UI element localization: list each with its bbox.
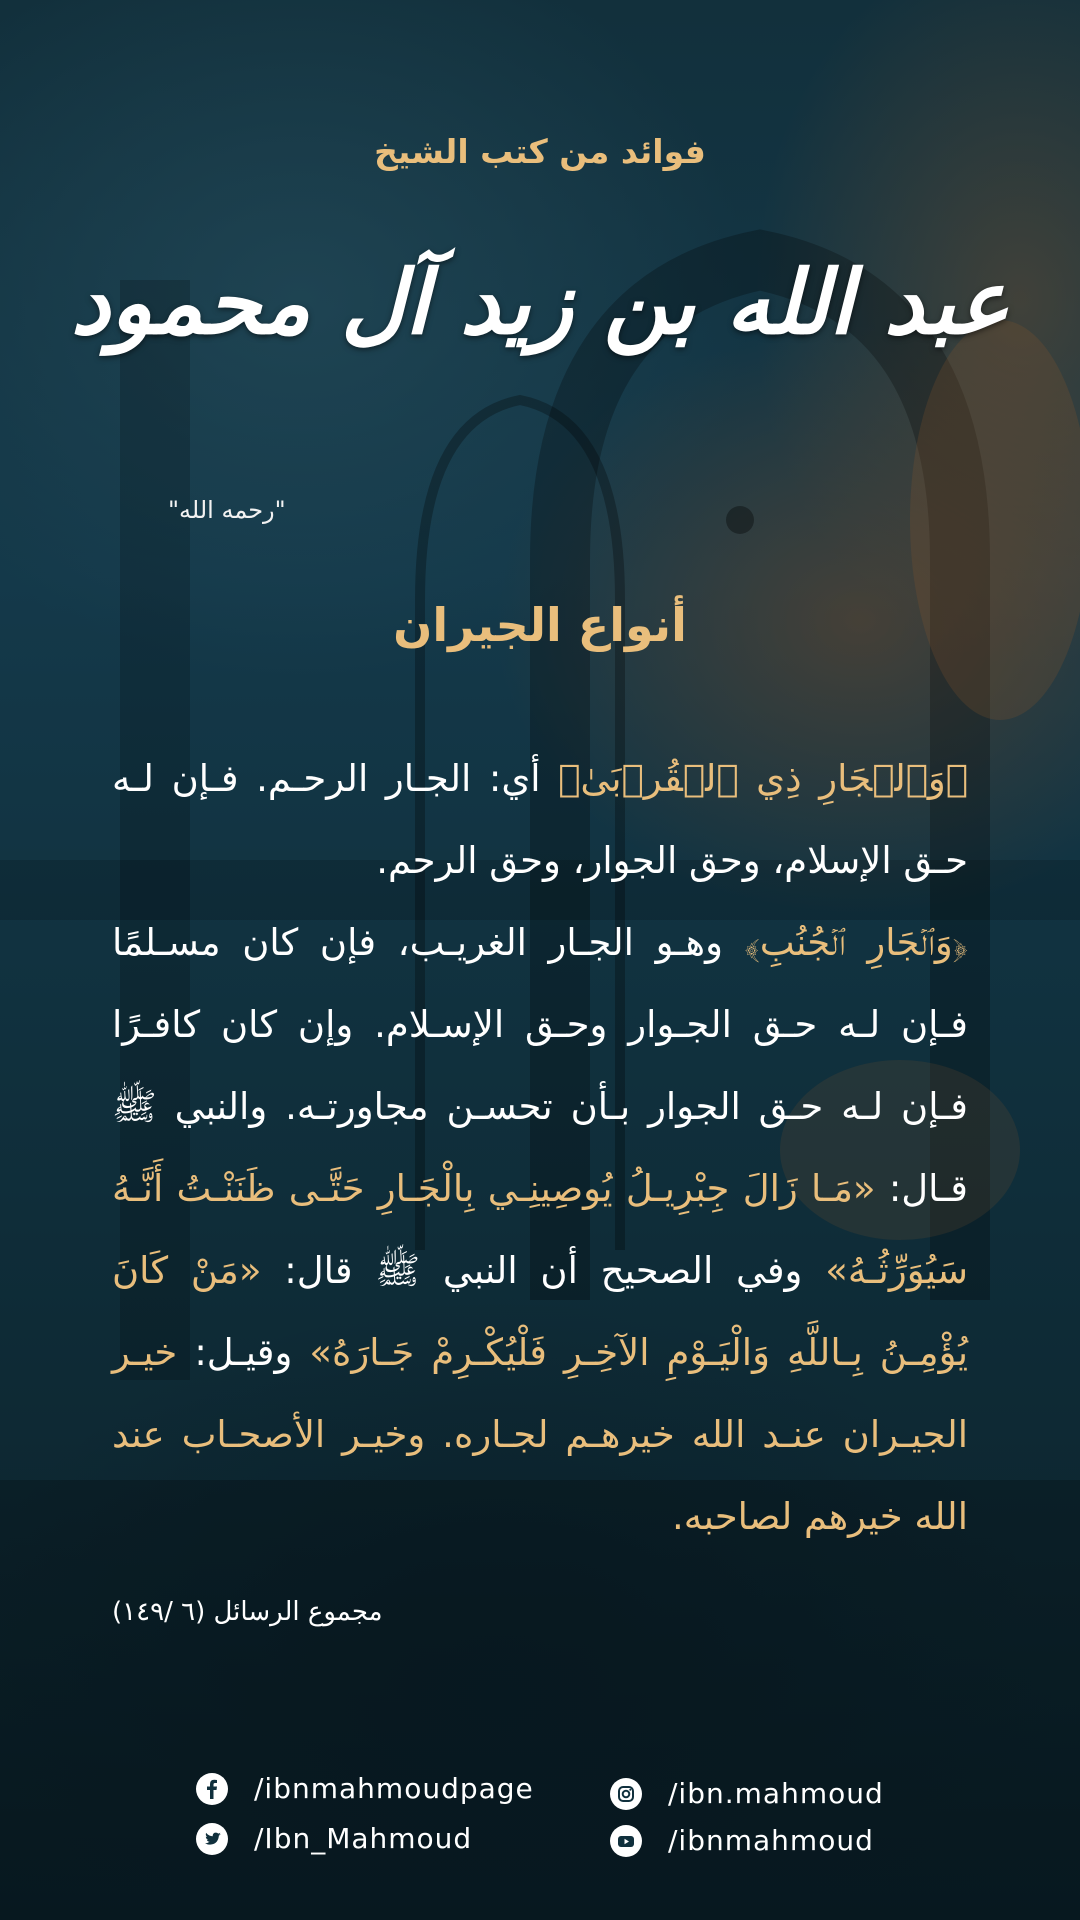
body-paragraph: [112, 738, 968, 1558]
section-title: أنواع الجيران: [393, 598, 687, 652]
hadith-quote: «مَـا زَالَ جِبْرِيـلُ يُوصِينِـي بِالْجَـارِ حَتَّـى ظَنَنْـتُ أَنَّـهُ سَيُوَرِّثُـهُ»: [112, 1167, 968, 1292]
body-text-segment: أي: الجـار الرحـم. فـإن لـه حـق الإسلام، وحق الجوار، وحق الرحم.: [112, 757, 968, 882]
honorific-text: "رحمه الله": [168, 496, 286, 524]
instagram-icon: [610, 1778, 642, 1810]
twitter-link[interactable]: [196, 1822, 472, 1855]
youtube-link[interactable]: [610, 1824, 874, 1857]
twitter-icon: [196, 1823, 228, 1855]
sheikh-name-calligraphy: عبد الله بن زيد آل محمود: [70, 250, 1010, 354]
facebook-handle: /ibnmahmoudpage: [254, 1772, 534, 1805]
saying-quote: خيـر الجيـران عنـد الله خيرهـم لجـاره. وخيـر الأصحـاب عند الله خيرهم لصاحبه.: [112, 1331, 968, 1538]
youtube-icon: [610, 1825, 642, 1857]
header-subtitle: فوائد من كتب الشيخ: [374, 132, 706, 171]
body-text-segment: وقيـل:: [177, 1331, 310, 1374]
instagram-handle: /ibn.mahmoud: [668, 1777, 884, 1810]
twitter-handle: /Ibn_Mahmoud: [254, 1822, 473, 1855]
hadith-quote: «مَنْ كَانَ يُؤْمِـنُ بِـاللَّهِ وَالْيَـوْمِ الآخِـرِ فَلْيُكْـرِمْ جَـارَهُ»: [112, 1249, 968, 1374]
youtube-handle: /ibnmahmoud: [668, 1824, 874, 1857]
facebook-link[interactable]: [196, 1772, 534, 1805]
quran-verse: ﴿وَٱلۡجَارِ ذِي ٱلۡقُرۡبَىٰ﴾: [558, 757, 969, 800]
source-reference: مجموع الرسائل (٦ /١٤٩): [112, 1597, 383, 1627]
instagram-link[interactable]: [610, 1777, 884, 1810]
quran-verse: ﴿وَٱلۡجَارِ ٱلۡجُنُبِ﴾: [744, 921, 968, 964]
facebook-icon: [196, 1773, 228, 1805]
body-text-segment: وفي الصحيح أن النبي ﷺ قال:: [261, 1249, 826, 1292]
body-text-segment: وهـو الجـار الغريـب، فإن كان مسـلمًا فـإن لـه حـق الجـوار وحـق الإسـلام. وإن كان كافـرًا فـإن لـه حـق الجوار بـأن تحسـن مجاورتـه. والنبي ﷺ قـال:: [112, 921, 968, 1210]
